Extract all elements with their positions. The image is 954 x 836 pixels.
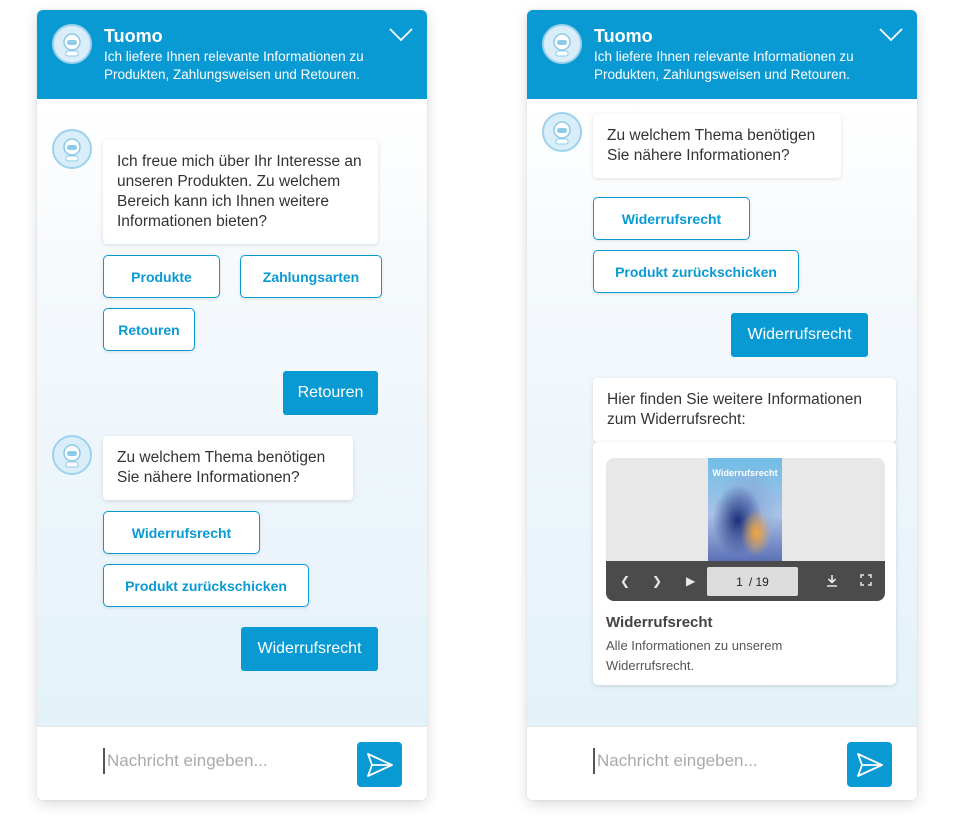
robot-avatar-icon [542, 112, 582, 152]
chat-body [527, 99, 917, 726]
pdf-toolbar [606, 561, 885, 601]
text-cursor [593, 748, 595, 774]
chat-widget-right [527, 10, 917, 800]
option-button-produkt-zurueckschicken[interactable]: Produkt zurückschicken [593, 250, 799, 293]
card-description: Alle Informationen zu unserem Widerrufsrecht. [606, 638, 783, 673]
robot-avatar-icon [542, 24, 582, 64]
bot-name: Tuomo [104, 26, 163, 46]
bot-message: Hier finden Sie weitere Informationen zum Widerrufsrecht: [593, 378, 896, 442]
message-composer [37, 726, 427, 800]
message-composer [527, 726, 917, 800]
option-button-zahlungsarten[interactable]: Zahlungsarten [240, 255, 382, 298]
bot-description: Ich liefere Ihnen relevante Informationen zu Produkten, Zahlungsweisen und Retouren. [594, 49, 854, 82]
option-button-produkt-zurueckschicken[interactable]: Produkt zurückschicken [103, 564, 309, 607]
option-button-retouren[interactable]: Retouren [103, 308, 195, 351]
user-message: Retouren [283, 371, 378, 415]
robot-avatar-icon [52, 129, 92, 169]
user-message: Widerrufsrecht [241, 627, 378, 671]
paper-plane-icon [856, 752, 884, 778]
play-icon[interactable]: ▶ [686, 574, 696, 588]
bot-message: Ich freue mich über Ihr Interesse an unseren Produkten. Zu welchem Bereich kann ich Ihnen weitere Informationen bieten? [103, 140, 378, 244]
chevron-down-icon[interactable] [879, 28, 903, 47]
message-input[interactable] [107, 747, 347, 775]
option-button-widerrufsrecht[interactable]: Widerrufsrecht [103, 511, 260, 554]
option-button-widerrufsrecht[interactable]: Widerrufsrecht [593, 197, 750, 240]
card-title: Widerrufsrecht [606, 614, 713, 631]
option-button-produkte[interactable]: Produkte [103, 255, 220, 298]
bot-name: Tuomo [594, 26, 653, 46]
thumbnail-title: Widerrufsrecht [712, 468, 778, 478]
robot-avatar-icon [52, 435, 92, 475]
download-icon[interactable] [826, 574, 838, 590]
robot-avatar-icon [52, 24, 92, 64]
send-button[interactable] [357, 742, 402, 787]
text-cursor [103, 748, 105, 774]
paper-plane-icon [366, 752, 394, 778]
chat-body [37, 99, 427, 726]
chat-widget-left [37, 10, 427, 800]
total-pages: / 19 [748, 574, 769, 589]
bot-message: Zu welchem Thema benötigen Sie nähere Informationen? [103, 436, 353, 500]
chevron-right-icon[interactable]: ❯ [652, 574, 663, 588]
fullscreen-icon[interactable] [860, 574, 872, 589]
chat-header [37, 10, 427, 99]
bot-message: Zu welchem Thema benötigen Sie nähere Informationen? [593, 114, 841, 178]
page-indicator[interactable] [707, 567, 798, 596]
pdf-viewer [606, 458, 885, 601]
send-button[interactable] [847, 742, 892, 787]
bot-description: Ich liefere Ihnen relevante Informationen zu Produkten, Zahlungsweisen und Retouren. [104, 49, 364, 82]
document-card[interactable] [593, 442, 896, 685]
current-page: 1 [736, 574, 743, 589]
chevron-down-icon[interactable] [389, 28, 413, 47]
chevron-left-icon[interactable]: ❮ [620, 574, 631, 588]
message-input[interactable] [597, 747, 837, 775]
chat-header [527, 10, 917, 99]
user-message: Widerrufsrecht [731, 313, 868, 357]
document-thumbnail[interactable] [708, 458, 782, 562]
